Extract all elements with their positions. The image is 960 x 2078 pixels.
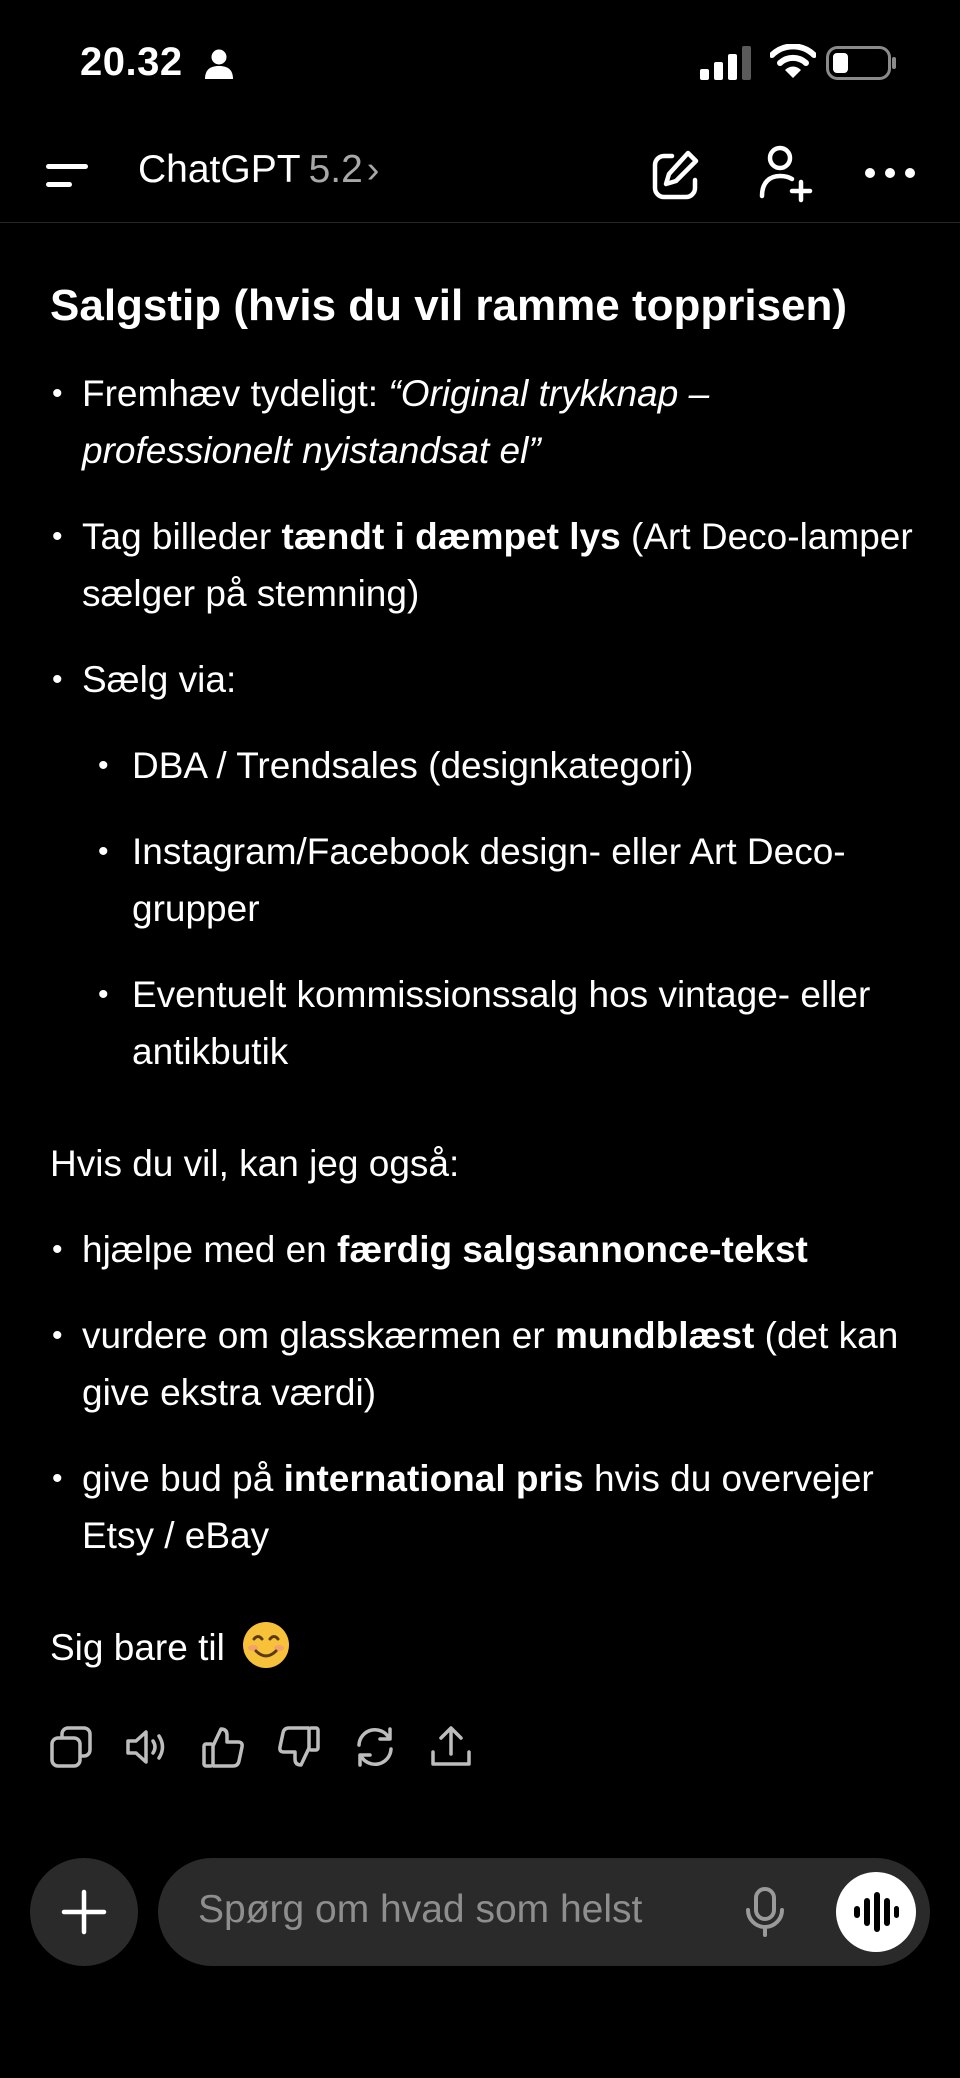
item-text: give bud på	[82, 1458, 284, 1499]
regenerate-icon[interactable]	[352, 1724, 398, 1770]
smiling-face-emoji-icon	[241, 1620, 291, 1670]
app-name: ChatGPT	[138, 148, 301, 191]
channels-list	[82, 737, 920, 1080]
item-text: (det kan give ekstra værdi)	[82, 1315, 899, 1413]
voice-mode-button[interactable]	[836, 1872, 916, 1952]
copy-icon[interactable]	[48, 1724, 94, 1770]
item-bold: færdig salgsannonce-tekst	[337, 1229, 808, 1270]
closing-text: Sig bare til	[50, 1627, 225, 1668]
item-text: hvis du overvejer Etsy / eBay	[82, 1458, 874, 1556]
list-item	[50, 365, 920, 479]
model-version: 5.2	[308, 148, 363, 191]
wifi-icon	[770, 44, 816, 80]
message-actions	[48, 1724, 508, 1778]
list-item	[50, 1450, 920, 1564]
cellular-signal-icon	[700, 46, 752, 80]
offer-intro: Hvis du vil, kan jeg også:	[50, 1143, 460, 1184]
item-text: (Art Deco-lamper sælger på stemning)	[82, 516, 913, 614]
item-text: Sælg via:	[82, 659, 237, 700]
item-bold: tændt i dæmpet lys	[281, 516, 621, 557]
message-heading: Salgstip (hvis du vil ramme topprisen)	[50, 281, 848, 330]
composer-placeholder[interactable]: Spørg om hvad som helst	[198, 1888, 643, 1931]
list-item	[50, 651, 920, 1080]
list-item	[50, 508, 920, 622]
item-text: hjælpe med en	[82, 1229, 338, 1270]
plus-icon	[61, 1889, 107, 1935]
new-chat-icon[interactable]	[650, 148, 700, 202]
list-item: • DBA / Trendsales (designkategori)	[50, 737, 920, 794]
read-aloud-icon[interactable]	[124, 1724, 170, 1770]
chevron-right-icon: ›	[366, 148, 380, 191]
item-text: Tag billeder	[82, 516, 282, 557]
item-text: Fremhæv tydeligt:	[82, 373, 389, 414]
menu-icon[interactable]	[44, 156, 92, 196]
status-time: 20.32	[80, 40, 183, 84]
closing-line	[50, 1619, 920, 1676]
item-text: vurdere om glasskærmen er	[82, 1315, 555, 1356]
tips-list	[50, 365, 920, 1080]
list-item: • Instagram/Facebook design- eller Art Deco-grupper	[50, 823, 920, 937]
more-options-icon[interactable]	[862, 158, 918, 188]
message-composer[interactable]	[158, 1858, 930, 1966]
add-people-icon[interactable]	[758, 144, 814, 204]
list-item: • Eventuelt kommissionssalg hos vintage- eller antikbutik	[50, 966, 920, 1080]
assistant-message	[50, 276, 920, 1705]
offers-list	[50, 1221, 920, 1564]
item-bold: international pris	[283, 1458, 584, 1499]
battery-icon	[826, 46, 898, 80]
app-header	[0, 130, 960, 223]
item-bold: mundblæst	[554, 1315, 755, 1356]
microphone-icon[interactable]	[744, 1886, 786, 1938]
item-italic: “Original trykknap – professionelt nyistandsat el”	[82, 373, 710, 471]
list-item	[50, 1221, 920, 1278]
list-item	[50, 1307, 920, 1421]
attach-button[interactable]	[30, 1858, 138, 1966]
model-selector[interactable]	[138, 148, 379, 192]
status-bar	[0, 0, 960, 130]
thumbs-up-icon[interactable]	[200, 1724, 246, 1770]
person-icon	[204, 48, 234, 80]
voice-waveform-icon	[852, 1892, 900, 1932]
share-icon[interactable]	[428, 1724, 474, 1770]
thumbs-down-icon[interactable]	[276, 1724, 322, 1770]
